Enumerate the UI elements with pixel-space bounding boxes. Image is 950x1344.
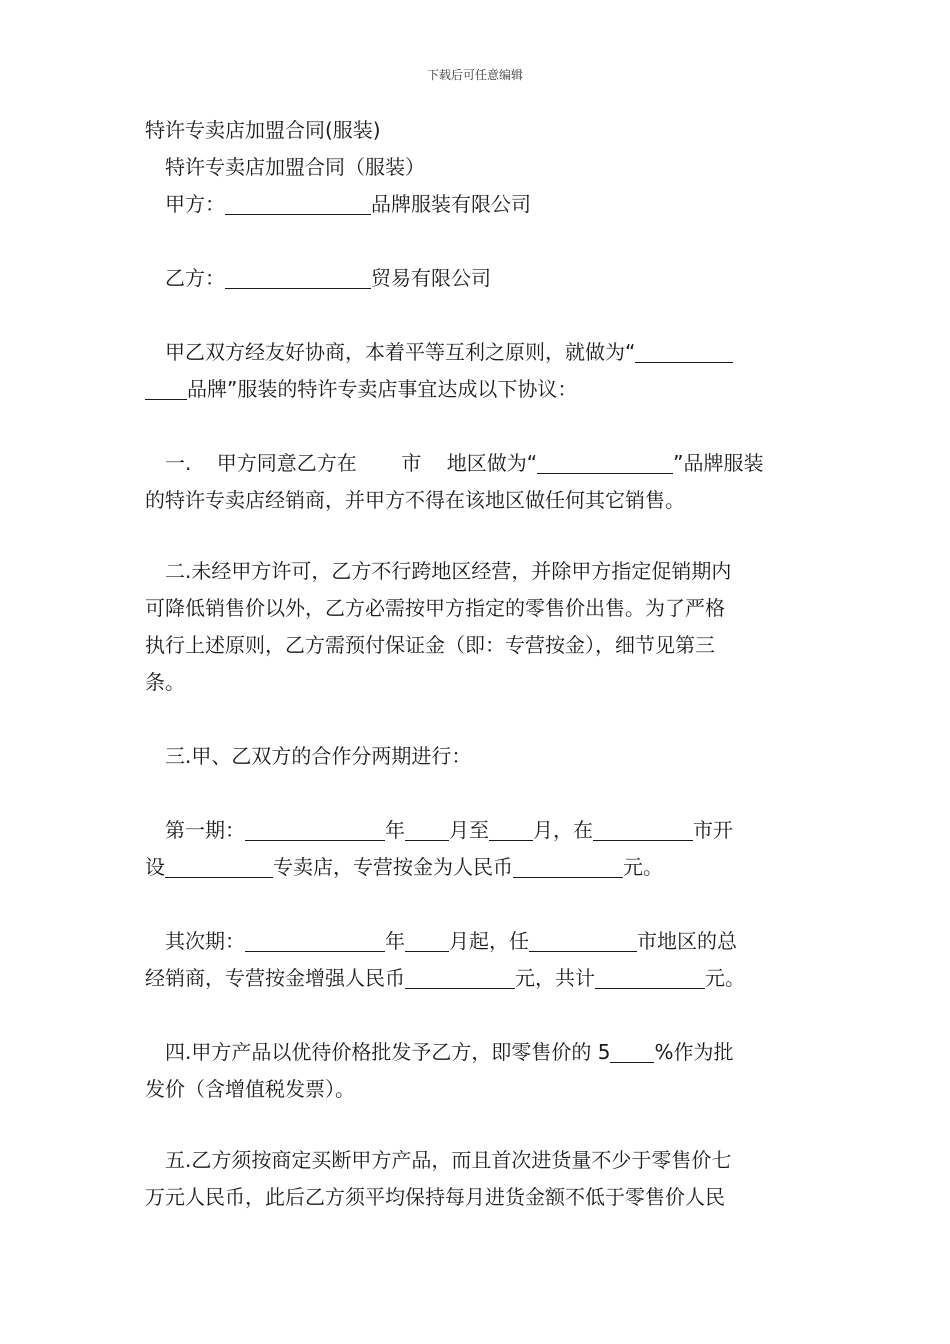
clause-4-text-a: 四.甲方产品以优待价格批发予乙方，即零售价的 5 [165,1040,611,1064]
phase-2-year-blank [245,927,385,952]
clause-5-line-1: 五.乙方须按商定买断甲方产品，而且首次进货量不少于零售价七 [165,1148,732,1172]
document-subtitle: 特许专卖店加盟合同（服装） [165,155,425,179]
party-a-line [145,186,810,223]
intro-text-2: 品牌”服装的特许专卖店事宜达成以下协议： [187,377,578,401]
clause-1-city: 市 [401,451,422,475]
phase-1-line-1 [145,812,810,849]
intro-line-1 [145,334,810,371]
document-title: 特许专卖店加盟合同(服装) [145,118,381,142]
brand-blank-cont [145,375,187,400]
phase-1-at: 月，在 [533,818,593,842]
party-b-blank [225,264,371,289]
phase-2-month-blank [405,927,449,952]
phase-1-line-2 [145,849,810,886]
party-a-label: 甲方： [165,192,225,216]
brand-blank [635,338,733,363]
phase-2-deposit-text: 经销商，专营按金增强人民币 [145,966,405,990]
page-header-note: 下载后可任意编辑 [426,68,523,82]
phase-1-month2-blank [489,816,533,841]
clause-2-line-4: 条。 [145,670,185,694]
party-a-suffix: 品牌服装有限公司 [371,192,531,216]
clause-1-number: 一. [165,451,192,475]
phase-2-line-1 [145,923,810,960]
party-a-blank [225,190,371,215]
clause-4-text-b: %作为批 [654,1040,734,1064]
phase-1-year: 年 [385,818,405,842]
clause-1-line-1 [145,445,810,482]
phase-2-deposit-blank [405,964,515,989]
party-b-line [145,260,810,297]
phase-1-year-blank [245,816,385,841]
clause-4-percent-blank [610,1038,654,1063]
intro-line-2 [145,371,810,408]
phase-1-store-blank [165,853,273,878]
intro-text-1: 甲乙双方经友好协商，本着平等互利之原则，就做为“ [165,340,636,364]
phase-1-deposit-blank [513,853,623,878]
phase-1-yuan: 元。 [623,855,663,879]
clause-1-text-c: ”品牌服装 [673,451,764,475]
clause-4-line-2: 发价（含增值税发票）。 [145,1077,355,1101]
phase-2-label: 其次期： [165,929,245,953]
clause-2-line-1: 二.未经甲方许可，乙方不行跨地区经营，并除甲方指定促销期内 [165,559,732,583]
clause-1-text-a: 甲方同意乙方在 [216,451,357,475]
phase-2-from: 月起，任 [449,929,529,953]
phase-1-open: 市开 [693,818,733,842]
phase-1-set: 设 [145,855,165,879]
clause-3-line: 三.甲、乙双方的合作分两期进行： [165,744,472,768]
phase-1-label: 第一期： [165,818,245,842]
phase-1-month-blank [405,816,449,841]
phase-2-yuan: 元。 [705,966,745,990]
party-b-suffix: 贸易有限公司 [371,266,491,290]
phase-2-total-blank [595,964,705,989]
phase-2-line-2 [145,960,810,997]
phase-1-city-blank [593,816,693,841]
phase-1-to: 月至 [449,818,489,842]
contract-body [145,112,810,1216]
clause-2-line-2: 可降低销售价以外，乙方必需按甲方指定的零售价出售。为了严格 [145,596,725,620]
phase-1-deposit-text: 专卖店，专营按金为人民币 [273,855,513,879]
clause-2-line-3: 执行上述原则，乙方需预付保证金（即：专营按金），细节见第三 [145,633,715,657]
phase-2-city-blank [529,927,637,952]
clause-4-line-1 [145,1034,810,1071]
clause-1-line-2: 的特许专卖店经销商，并甲方不得在该地区做任何其它销售。 [145,488,685,512]
phase-2-region: 市地区的总 [637,929,737,953]
party-b-label: 乙方： [165,266,225,290]
phase-2-total-text: 元，共计 [515,966,595,990]
clause-1-text-b: 地区做为“ [446,451,538,475]
phase-2-year: 年 [385,929,405,953]
clause-1-brand-blank [537,449,673,474]
clause-5-line-2: 万元人民币，此后乙方须平均保持每月进货金额不低于零售价人民 [145,1185,725,1209]
